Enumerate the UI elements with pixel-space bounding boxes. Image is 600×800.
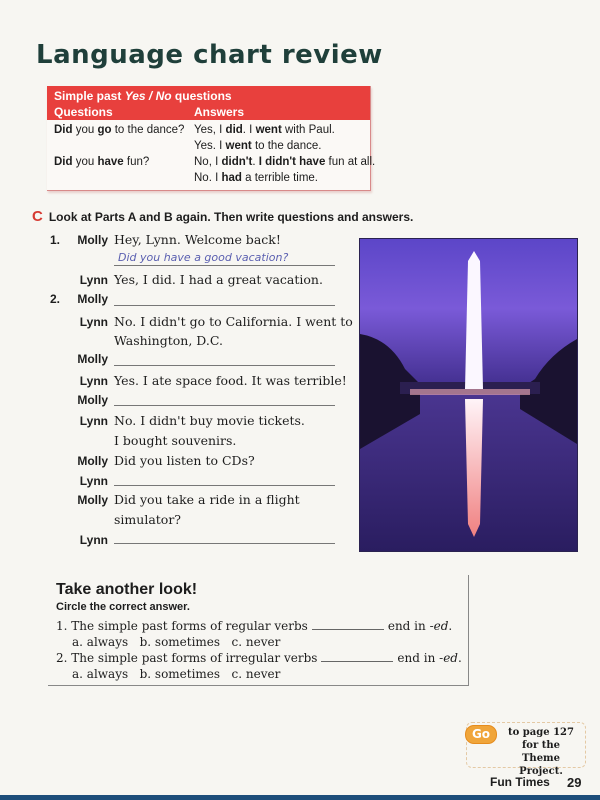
dialogue-line: Did you listen to CDs? (114, 453, 255, 468)
q-text: fun? (123, 156, 150, 168)
speaker-lynn: Lynn (79, 474, 108, 488)
instruction-text: Look at Parts A and B again. Then write questions and answers. (48, 210, 414, 224)
a-text: . I (242, 124, 256, 136)
answer-blank[interactable] (114, 305, 335, 306)
dialogue-line: I bought souvenirs. (114, 433, 237, 448)
a-bold: went (255, 124, 282, 136)
chart-answer (194, 172, 318, 184)
a-bold: did (225, 124, 243, 136)
chart-title-suffix: questions (171, 89, 232, 103)
handwritten-answer[interactable]: Did you have a good vacation? (118, 251, 289, 264)
q-bold: Did (54, 124, 73, 136)
answer-blank[interactable] (114, 365, 335, 366)
q1-text: 1. The simple past forms of regular verbs (56, 619, 308, 633)
go-line-3: Theme Project. (519, 753, 563, 777)
a-bold: went (225, 140, 252, 152)
monument-photo-icon (360, 239, 577, 551)
a-text: Yes. I (194, 140, 226, 152)
section-letter: C (32, 208, 43, 225)
review-question-1 (56, 619, 452, 633)
option-b[interactable]: b. sometimes (139, 667, 221, 681)
chart-header (47, 86, 370, 120)
option-a[interactable]: a. always (72, 635, 129, 649)
speaker-molly: Molly (77, 292, 108, 306)
dialogue-line: Yes, I did. I had a great vacation. (114, 272, 323, 287)
page-title: Language chart review (36, 40, 383, 70)
q-text: you (72, 156, 98, 168)
q1-period: . (448, 619, 453, 633)
answer-blank[interactable] (114, 265, 335, 266)
q2-period: . (457, 651, 462, 665)
q1-end: end in (387, 619, 430, 633)
col-questions: Questions (54, 105, 113, 119)
q-bold: have (97, 156, 124, 168)
answer-blank[interactable] (114, 543, 335, 544)
review-options-1 (72, 635, 280, 649)
option-c[interactable]: c. never (231, 667, 281, 681)
a-text: . (252, 156, 259, 168)
review-options-2 (72, 667, 280, 681)
q-text: you (72, 124, 98, 136)
q-bold: go (97, 124, 112, 136)
a-text: to the dance. (251, 140, 322, 152)
dialogue-line: No. I didn't go to California. I went to (114, 314, 353, 329)
dialogue-line: Hey, Lynn. Welcome back! (114, 232, 281, 247)
go-text (499, 726, 583, 778)
chart-title (54, 89, 232, 103)
q-text: to the dance? (111, 124, 185, 136)
chart-answer (194, 156, 375, 168)
page-number: 29 (567, 775, 582, 790)
a-text: Yes, I (194, 124, 226, 136)
dialogue-line: Washington, D.C. (114, 333, 223, 348)
dialogue-line: Did you take a ride in a flight (114, 492, 300, 507)
dialogue-line: simulator? (114, 512, 181, 527)
q-bold: Did (54, 156, 73, 168)
go-line-2: for the (522, 740, 560, 751)
chart-answer (194, 140, 321, 152)
a-bold: I didn't have (258, 156, 326, 168)
review-title: Take another look! (56, 581, 198, 598)
chart-body (47, 120, 376, 190)
speaker-molly: Molly (77, 393, 108, 407)
take-another-look-box (48, 575, 469, 686)
q1-suffix: -ed (429, 619, 449, 633)
q2-text: 2. The simple past forms of irregular verbs (56, 651, 318, 665)
grammar-chart (47, 86, 376, 191)
chart-question (54, 156, 149, 168)
a-text: No. I (194, 172, 222, 184)
q2-blank[interactable] (321, 661, 393, 662)
speaker-lynn: Lynn (79, 374, 108, 388)
speaker-lynn: Lynn (79, 273, 108, 287)
q1-blank[interactable] (312, 629, 384, 630)
a-text: a terrible time. (241, 172, 318, 184)
item-number: 2. (50, 292, 61, 306)
speaker-molly: Molly (77, 454, 108, 468)
option-b[interactable]: b. sometimes (139, 635, 221, 649)
review-question-2 (56, 651, 462, 665)
speaker-molly: Molly (77, 493, 108, 507)
item-number: 1. (50, 233, 61, 247)
section-c-instruction (32, 208, 413, 225)
col-answers: Answers (194, 105, 245, 119)
q2-suffix: -ed (439, 651, 458, 665)
a-text: with Paul. (281, 124, 335, 136)
speaker-lynn: Lynn (79, 414, 108, 428)
option-c[interactable]: c. never (231, 635, 281, 649)
speaker-molly: Molly (77, 352, 108, 366)
go-line-1: to page 127 (508, 727, 574, 738)
a-bold: had (221, 172, 242, 184)
unit-name: Fun Times (490, 775, 550, 789)
speaker-molly: Molly (77, 233, 108, 247)
bottom-bar (0, 795, 600, 800)
speaker-lynn: Lynn (79, 533, 108, 547)
review-subtitle: Circle the correct answer. (56, 601, 190, 613)
speaker-lynn: Lynn (79, 315, 108, 329)
go-badge-icon: Go (465, 725, 497, 744)
dialogue-line: No. I didn't buy movie tickets. (114, 413, 305, 428)
a-text: No, I (194, 156, 222, 168)
chart-title-italic: Yes / No (124, 89, 172, 103)
q2-end: end in (397, 651, 440, 665)
answer-blank[interactable] (114, 485, 335, 486)
washington-monument-photo (359, 238, 578, 552)
dialogue-line: Yes. I ate space food. It was terrible! (114, 373, 347, 388)
a-text: fun at all. (325, 156, 376, 168)
chart-question (54, 124, 184, 136)
theme-project-callout[interactable] (466, 722, 586, 777)
option-a[interactable]: a. always (72, 667, 129, 681)
chart-answer (194, 124, 335, 136)
answer-blank[interactable] (114, 405, 335, 406)
a-bold: didn't (221, 156, 253, 168)
chart-title-prefix: Simple past (54, 89, 125, 103)
